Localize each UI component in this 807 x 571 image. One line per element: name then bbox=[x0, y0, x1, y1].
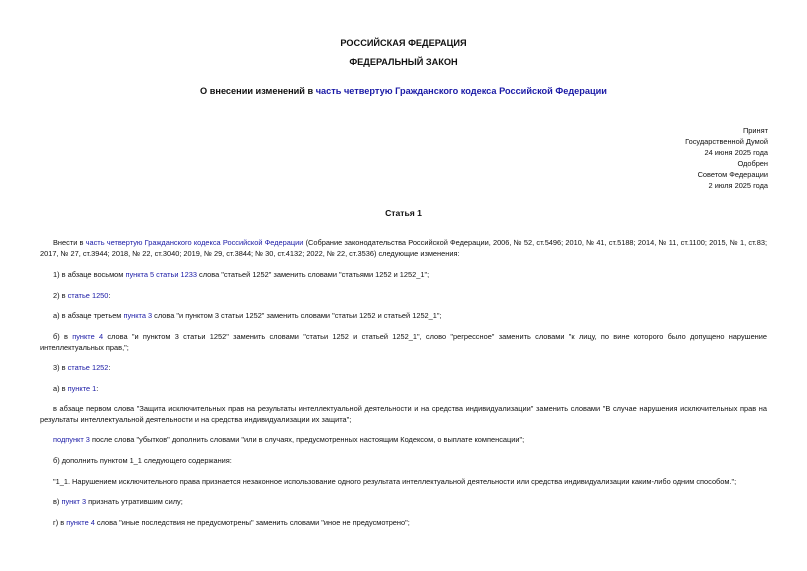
text: г) в bbox=[53, 518, 67, 527]
adoption-line: Одобрен bbox=[737, 158, 768, 168]
paragraph: б) дополнить пунктом 1_1 следующего содержания: bbox=[53, 456, 232, 465]
paragraph bbox=[40, 237, 767, 259]
text: слова "иные последствия не предусмотрены" заменить словами "иное не предусмотрено"; bbox=[94, 518, 410, 527]
point-3-link[interactable]: пункта 3 bbox=[123, 311, 153, 320]
article-1233-link[interactable]: пункта 5 статьи 1233 bbox=[125, 270, 197, 279]
text: Внести в bbox=[53, 238, 86, 247]
law-title-prefix: О внесении изменений в bbox=[200, 86, 316, 96]
text: слова "статьей 1252" заменить словами "статьями 1252 и 1252_1"; bbox=[196, 270, 430, 279]
adoption-line: Принят bbox=[742, 126, 768, 135]
adoption-line: Советом Федерации bbox=[697, 169, 768, 179]
text: 1) в абзаце восьмом bbox=[53, 270, 126, 279]
adoption-line: Государственной Думой bbox=[685, 136, 768, 146]
point-1-link[interactable]: пункте 1 bbox=[67, 384, 97, 393]
text: а) в bbox=[53, 384, 68, 393]
text: 2) в bbox=[53, 291, 68, 300]
adoption-block bbox=[685, 126, 768, 191]
adoption-line: 24 июня 2025 года bbox=[704, 147, 768, 157]
paragraph bbox=[40, 496, 767, 507]
law-title bbox=[0, 85, 807, 97]
paragraph bbox=[40, 331, 767, 353]
text: а) в абзаце третьем bbox=[53, 311, 124, 320]
paragraph bbox=[40, 290, 767, 301]
text: признать утратившим силу; bbox=[86, 497, 183, 506]
text: (Собрание законодательства Российской Федерации, 2006, № 52, ст.5496; 2010, № 41, ст.5188; 2014, № 11, ст.1100; 2015, № 1, ст.83; 2017, № 27, ст.3944; 2018, № 22, ст.3040; 2019, № 29, ст.3844; № 30, ст.4132; 2022, № 22, ст.3536) следующие изменения: bbox=[40, 238, 767, 258]
adoption-line: 2 июля 2025 года bbox=[708, 180, 768, 190]
text: : bbox=[108, 291, 111, 300]
paragraph bbox=[40, 310, 767, 321]
law-type-heading: ФЕДЕРАЛЬНЫЙ ЗАКОН bbox=[349, 57, 458, 67]
article-heading: Статья 1 bbox=[385, 208, 422, 218]
point-4-link[interactable]: пункте 4 bbox=[66, 518, 95, 527]
point-4-link[interactable]: пункте 4 bbox=[72, 332, 104, 341]
point-3-link[interactable]: пункт 3 bbox=[61, 497, 87, 506]
paragraph bbox=[40, 269, 767, 280]
subpoint-3-link[interactable]: подпункт 3 bbox=[53, 435, 90, 444]
paragraph: в абзаце первом слова "Защита исключительных прав на результаты интеллектуальной деятельности и на средства индивидуализации" заменить словами "В случае нарушения исключительных прав на результаты интеллектуальной деятельности и на средства индивидуализации их защита"; bbox=[40, 404, 767, 424]
text: после слова "убытков" дополнить словами "или в случаях, предусмотренных настоящим Кодексом, о выплате компенсации"; bbox=[89, 435, 525, 444]
paragraph bbox=[40, 362, 767, 373]
text: 3) в bbox=[53, 363, 68, 372]
text: : bbox=[96, 384, 99, 393]
paragraph: "1_1. Нарушением исключительного права признается незаконное использование одного результата интеллектуальной деятельности или средства индивидуализации каким-либо одним способом."; bbox=[53, 477, 737, 486]
article-1252-link[interactable]: статье 1252 bbox=[67, 363, 109, 372]
paragraph bbox=[40, 434, 767, 445]
paragraph bbox=[40, 383, 767, 394]
civil-code-part4-link[interactable]: часть четвертую Гражданского кодекса Российской Федерации bbox=[315, 86, 607, 96]
text: слова "и пунктом 3 статьи 1252" заменить словами "статьи 1252 и статьей 1252_1", слово "регрессное" заменить словами "к лицу, по вине которого было допущено нарушение интеллектуальных прав,"; bbox=[40, 332, 767, 352]
text: : bbox=[108, 363, 111, 372]
text: б) в bbox=[53, 332, 73, 341]
text: в) bbox=[53, 497, 62, 506]
civil-code-part4-link[interactable]: часть четвертую Гражданского кодекса Российской Федерации bbox=[85, 238, 304, 247]
text: слова "и пунктом 3 статьи 1252" заменить словами "статьи 1252 и статьей 1252_1"; bbox=[152, 311, 442, 320]
article-1250-link[interactable]: статье 1250 bbox=[67, 291, 109, 300]
paragraph bbox=[40, 517, 767, 528]
country-heading: РОССИЙСКАЯ ФЕДЕРАЦИЯ bbox=[340, 38, 467, 48]
